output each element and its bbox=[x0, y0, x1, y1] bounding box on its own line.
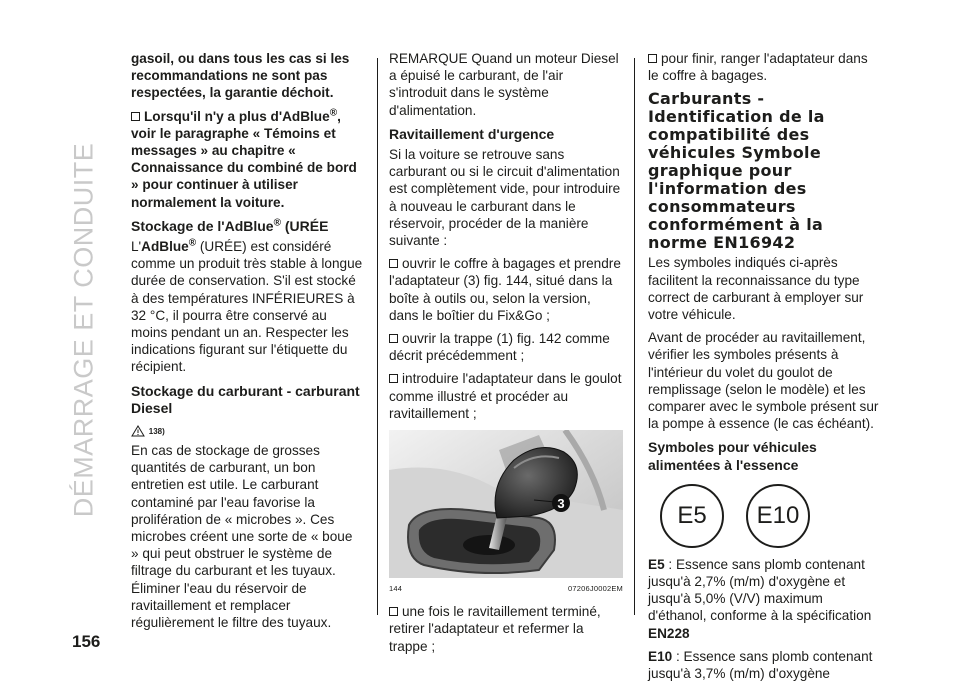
fuel-adapter-illustration bbox=[389, 430, 623, 578]
bullet-square-icon bbox=[389, 259, 398, 268]
e10-symbol: E10 bbox=[746, 484, 810, 548]
heading-fuel-identification: Carburants - Identification de la compatibilité des véhicules Symbole graphique pour l'information des consommateurs conformément à la norme EN16942 bbox=[648, 89, 825, 253]
heading-gasoline-symbols: Symboles pour véhicules alimentées à l'essence bbox=[648, 439, 817, 473]
bullet-square-icon bbox=[389, 374, 398, 383]
figure-144 bbox=[389, 430, 623, 597]
intro-text: gasoil, ou dans tous les cas si les recommandations ne sont pas respectées, la garantie déchoit. bbox=[131, 51, 350, 101]
warning-reference: 138) bbox=[131, 422, 165, 440]
heading-emergency-refuel: Ravitaillement d'urgence bbox=[389, 125, 555, 142]
warning-triangle-icon bbox=[131, 425, 145, 437]
figure-code: 07206J0002EM bbox=[568, 584, 623, 594]
figure-number: 144 bbox=[389, 584, 403, 594]
adblue-empty-bullet: Lorsqu'il n'y a plus d'AdBlue®, voir le paragraphe « Témoins et messages » au chapitre « Connaissance du combiné de bord » pour continuer à utiliser normalement la voiture. bbox=[131, 107, 357, 210]
step-bullet: ouvrir la trappe (1) fig. 142 comme décrit précédemment ; bbox=[389, 331, 610, 364]
heading-adblue-storage: Stockage de l'AdBlue® (URÉE bbox=[131, 217, 329, 234]
bullet-square-icon bbox=[389, 607, 398, 616]
page-number: 156 bbox=[72, 632, 101, 651]
bullet-square-icon bbox=[648, 54, 657, 63]
step-bullet: ouvrir le coffre à bagages et prendre l'adaptateur (3) fig. 144, situé dans la boîte à outils ou, selon la version, dans le boîtier du Fix&Go ; bbox=[389, 256, 621, 323]
figure-caption bbox=[389, 580, 623, 597]
callout-label: 3 bbox=[557, 496, 565, 512]
step-bullet: une fois le ravitaillement terminé, retirer l'adaptateur et refermer la trappe ; bbox=[389, 604, 601, 654]
fuels-text-2: Avant de procéder au ravitaillement, vérifier les symboles présents à l'intérieur du volet du goulot de remplissage (selon le modèle) et les comparer avec le symbole présent sur la pompe à essence (le cas échéant). bbox=[648, 330, 879, 432]
adblue-storage-text: L'AdBlue® (URÉE) est considéré comme un produit très stable à longue durée de conservation. S'il est stocké à des températures INFÉRIEURES à 32 °C, il pourra être conservé au moins pendant un an. Respecter les indications figurant sur l'étiquette du récipient. bbox=[131, 237, 363, 375]
emergency-intro-text: Si la voiture se retrouve sans carburant ou si le circuit d'alimentation est complètement vide, pour introduire à nouveau le carburant dans le réservoir, procéder de la manière suivante : bbox=[389, 147, 621, 249]
e5-description: E5 : Essence sans plomb contenant jusqu'à 2,7% (m/m) d'oxygène et jusqu'à 5,0% (V/V) maximum d'éthanol, conforme à la spécification EN228 bbox=[648, 556, 872, 641]
e10-description: E10 : Essence sans plomb contenant jusqu'à 3,7% (m/m) d'oxygène bbox=[648, 648, 873, 682]
bullet-square-icon bbox=[389, 334, 398, 343]
fuel-symbols bbox=[660, 484, 880, 548]
heading-diesel-storage: Stockage du carburant - carburant Diesel bbox=[131, 382, 360, 416]
column-divider bbox=[634, 58, 635, 615]
bullet-square-icon bbox=[131, 112, 140, 121]
fuels-text-1: Les symboles indiqués ci-après facilitent la reconnaissance du type correct de carburant à employer sur votre véhicule. bbox=[648, 255, 864, 323]
diesel-storage-text: En cas de stockage de grosses quantités de carburant, un bon entretien est utile. Le carburant contaminé par l'eau favorise la prolifération de « microbes ». Ces microbes créent une sorte de « boue » qui peut obstruer le système de filtrage du carburant et les tuyaux. Éliminer l'eau du réservoir de ravitaillement et remplacer régulièrement le filtre des tuyaux. bbox=[131, 443, 353, 631]
step-bullet: pour finir, ranger l'adaptateur dans le coffre à bagages. bbox=[648, 51, 868, 84]
column-right bbox=[648, 50, 880, 688]
column-middle bbox=[389, 50, 624, 661]
step-bullet: introduire l'adaptateur dans le goulot comme illustré et procéder au ravitaillement ; bbox=[389, 371, 622, 421]
e5-symbol: E5 bbox=[660, 484, 724, 548]
column-left bbox=[131, 50, 363, 637]
column-divider bbox=[377, 58, 378, 615]
remark-text: REMARQUE Quand un moteur Diesel a épuisé le carburant, de l'air s'introduit dans le système d'alimentation. bbox=[389, 51, 619, 118]
